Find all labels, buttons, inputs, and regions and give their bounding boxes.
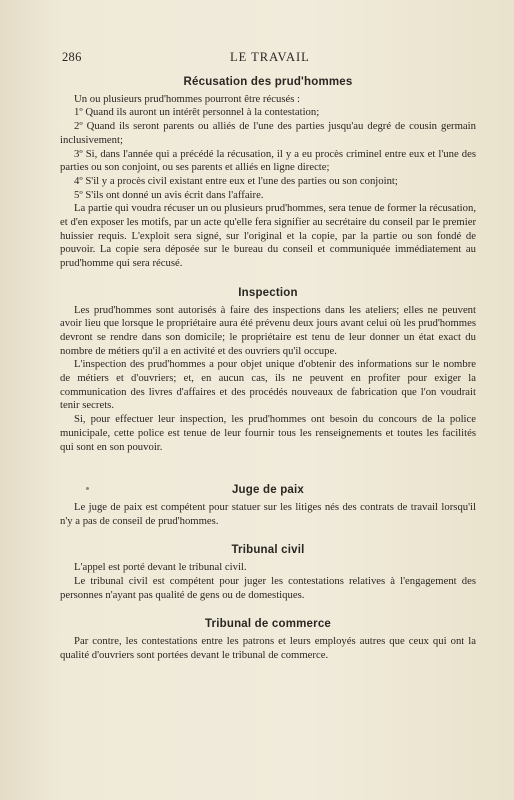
page-header [62, 50, 482, 64]
section-title: Tribunal civil [231, 544, 305, 557]
paragraph: 4º S'il y a procès civil existant entre eux et l'une des parties ou son conjoint; [74, 174, 398, 187]
section-title: Tribunal de commerce [204, 618, 332, 631]
paragraph: 3º Si, dans l'année qui a précédé la récusation, il y a eu procès criminel entre eux et l'une des parties ou son conjoint, ou ses parents et alliés en ligne directe; [60, 147, 476, 174]
section-tribunal-de-commerce [60, 618, 476, 662]
paragraph: Si, pour effectuer leur inspection, les prud'hommes ont besoin du concours de la police municipale, cette police est tenue de leur fournir tous les renseignements et toutes les facilités qui sont en son pouvoir. [60, 413, 476, 453]
ink-speck [86, 487, 89, 490]
paragraph: Le tribunal civil est compétent pour juger les contestations relatives à l'engagement des personnes n'ayant pas qualité de gens ou de domestiques. [60, 574, 476, 601]
paragraph: 1º Quand ils auront un intérêt personnel à la contestation; [74, 106, 320, 119]
paragraph: Un ou plusieurs prud'hommes pourront être récusés : [74, 92, 301, 105]
page-number: 286 [62, 50, 82, 64]
section-title: Inspection [238, 286, 298, 299]
paragraph: 5º S'ils ont donné un avis écrit dans l'affaire. [74, 188, 264, 201]
section-tribunal-civil [60, 544, 476, 602]
section-recusation [60, 76, 476, 271]
section-inspection [60, 287, 476, 454]
paragraph: Par contre, les contestations entre les patrons et leurs employés autres que ceux qui ont la qualité d'ouvriers sont portées devant le tribunal de commerce. [60, 634, 476, 661]
paragraph: La partie qui voudra récuser un ou plusieurs prud'hommes, sera tenue de former la récusation, et d'en exposer les motifs, par un acte qu'elle fera signifier au secrétaire du conseil par le premier huissier requis. L'exploit sera signé, sur l'original et la copie, par la partie ou son fondé de pouvoir. La copie sera déposée sur le bureau du conseil et communiquée immédiatement au prud'homme qui sera récusé. [60, 202, 476, 270]
section-title: Récusation des prud'hommes [183, 76, 353, 88]
paragraph: Le juge de paix est compétent pour statuer sur les litiges nés des contrats de travail lorsqu'il n'y a pas de conseil de prud'hommes. [60, 500, 476, 527]
paragraph: L'inspection des prud'hommes a pour objet unique d'obtenir des informations sur le nombre de métiers et d'ouvriers; et, en aucun cas, ils ne peuvent en profiter pour exiger la communication des livres d'affaires et des procédés nouveaux de fabrication que l'on voudrait tenir secrets. [60, 358, 476, 412]
paragraph: L'appel est porté devant le tribunal civil. [74, 561, 247, 574]
page-body [60, 76, 476, 662]
section-juge-de-paix [60, 484, 476, 528]
paragraph: 2º Quand ils seront parents ou alliés de l'une des parties jusqu'au degré de cousin germain inclusivement; [60, 120, 476, 146]
paragraph: Les prud'hommes sont autorisés à faire des inspections dans les ateliers; elles ne peuvent avoir lieu que lorsque le propriétaire aura été prévenu deux jours avant celui où les prud'hommes devront se rendre dans son domicile; le propriétaire est tenu de leur donner un état exact du nombre de métiers qu'il a en activité et des ouvriers qu'il occupe. [60, 303, 476, 357]
running-head: LE TRAVAIL [230, 50, 310, 64]
section-title: Juge de paix [231, 484, 305, 497]
